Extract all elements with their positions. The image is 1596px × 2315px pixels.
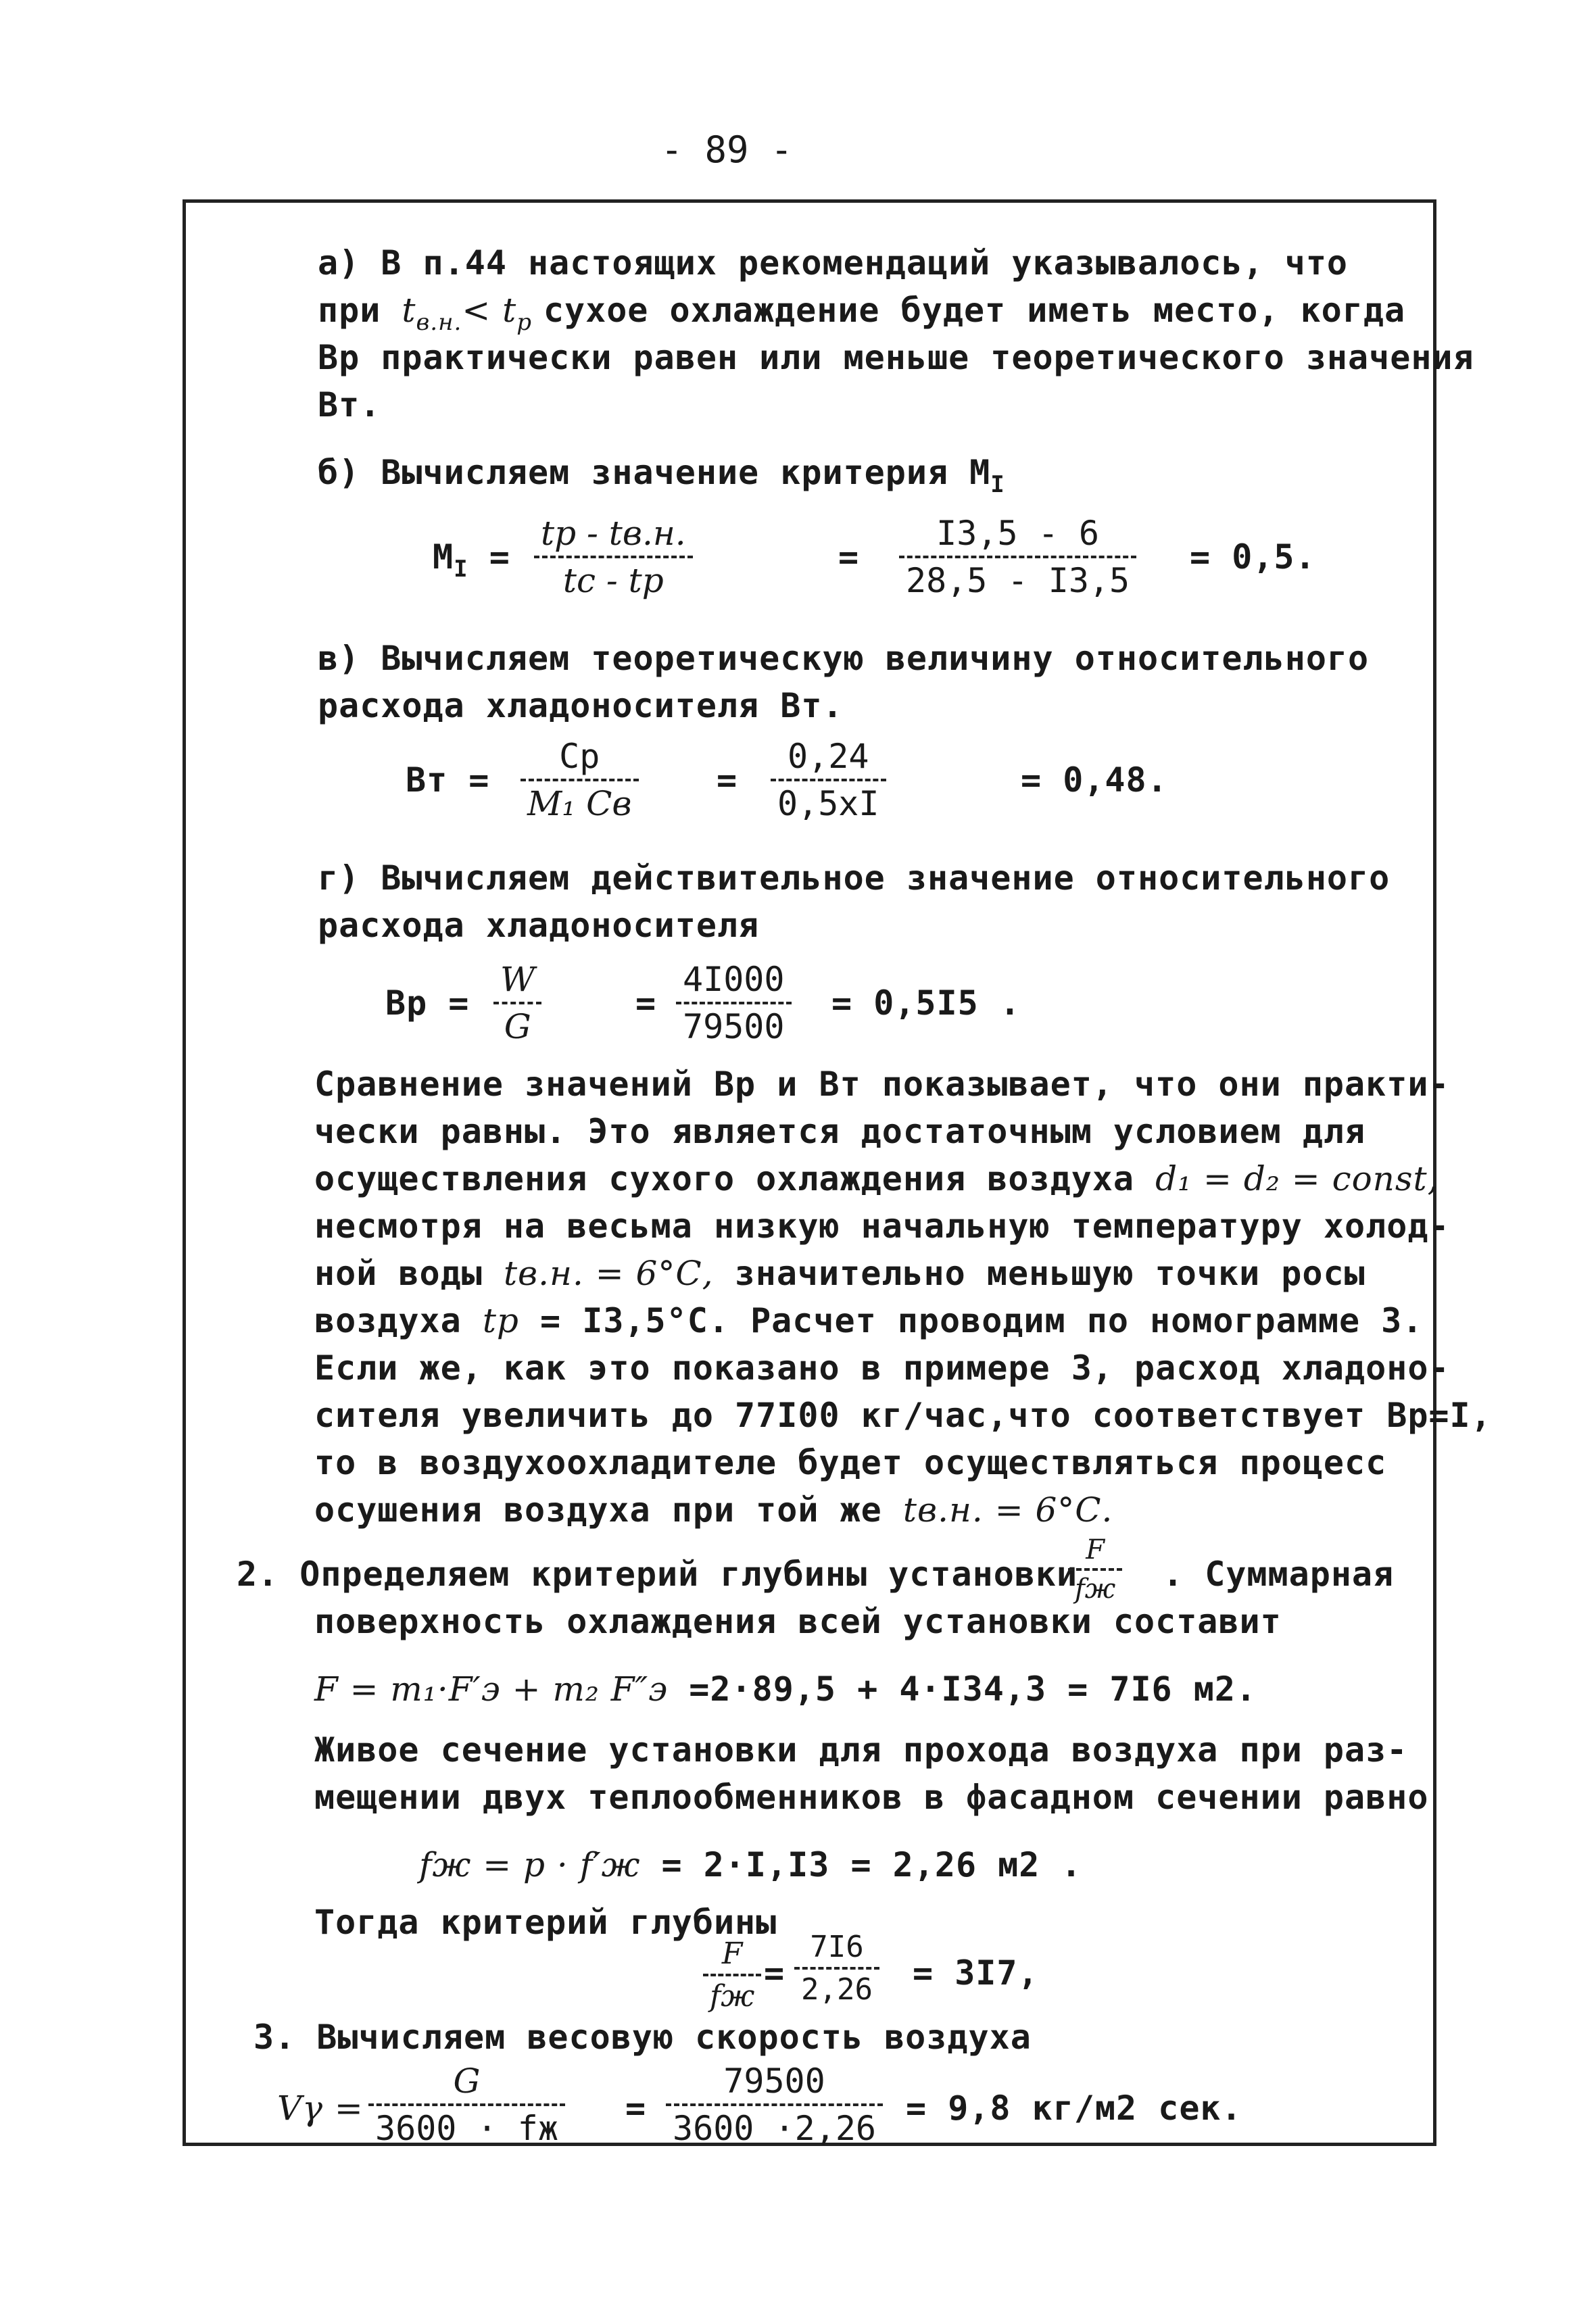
s3-result: = 9,8 кг/м2 сек.: [906, 2089, 1242, 2128]
b-fraction-1: tр - tв.н. tс - tр: [534, 514, 693, 600]
compare-line-10: осушения воздуха при той же tв.н. = 6°С.: [314, 1490, 1113, 1530]
s2-fraction-F-f: F fж: [1068, 1534, 1122, 1605]
s2-crit-eq: =: [764, 1953, 785, 1993]
s3-line-1: 3. Вычисляем весовую скорость воздуха: [253, 2018, 1032, 2057]
g-line-2: расхода хладоносителя: [318, 906, 760, 945]
a-line-3: Вр практически равен или меньше теоретического значения: [318, 338, 1474, 377]
compare-line-1: Сравнение значений Вр и Вт показывает, что они практи-: [314, 1065, 1450, 1104]
g-line-1: г) Вычисляем действительное значение относительного: [318, 858, 1391, 898]
b-eq-2: =: [838, 537, 860, 577]
compare-line-8: сителя увеличить до 77I00 кг/час,что соответствует Вр=I,: [314, 1396, 1492, 1435]
s3-lhs: Vγ =: [277, 2089, 364, 2128]
s2-crit-fraction-right: 7I6 2,26: [794, 1930, 879, 2007]
v-result: = 0,48.: [1021, 760, 1168, 800]
compare-line-7: Если же, как это показано в примере 3, расход хладоно-: [314, 1348, 1450, 1388]
compare-line-3: осуществления сухого охлаждения воздуха d₁ = d₂ = const,: [314, 1159, 1439, 1198]
s2-line-5: Тогда критерий глубины: [314, 1903, 777, 1942]
compare-line-6: воздуха tр = I3,5°С. Расчет проводим по номограмме 3.: [314, 1301, 1424, 1340]
g-eq-2: =: [635, 983, 657, 1023]
s2-line-1: 2. Определяем критерий глубины установки: [237, 1555, 1078, 1594]
a-line-1: а) В п.44 настоящих рекомендаций указывалось, что: [318, 243, 1349, 283]
v-line-1: в) Вычисляем теоретическую величину относительного: [318, 639, 1370, 678]
s2-line-4: мещении двух теплообменников в фасадном сечении равно: [314, 1778, 1429, 1817]
s3-fraction-1: G 3600 · fж: [368, 2062, 565, 2148]
b-fraction-2: I3,5 - 6 28,5 - I3,5: [899, 514, 1136, 600]
compare-line-9: то в воздухоохладителе будет осуществляться процесс: [314, 1443, 1387, 1482]
s2-f-formula: fж = p · f′ж = 2·I,I3 = 2,26 м2 .: [419, 1845, 1082, 1884]
compare-line-4: несмотря на весьма низкую начальную температуру холод-: [314, 1207, 1450, 1246]
g-fraction-1: W G: [493, 960, 541, 1046]
v-fraction-2: 0,24 0,5хI: [771, 737, 886, 823]
compare-line-2: чески равны. Это является достаточным условием для: [314, 1112, 1366, 1151]
s2-formula: F = m₁·F′э + m₂ F″э =2·89,5 + 4·I34,3 = 7I6 м2.: [314, 1670, 1257, 1709]
s2-line-2: поверхность охлаждения всей установки составит: [314, 1602, 1282, 1641]
b-lhs: $М_I$ =: [433, 537, 510, 583]
s2-crit-value: = 3I7,: [913, 1953, 1039, 1993]
page-number: - 89 -: [660, 128, 793, 171]
s3-eq-2: =: [625, 2089, 647, 2128]
s2-crit-fraction-left: F fж: [703, 1936, 761, 2014]
b-result: = 0,5.: [1190, 537, 1316, 577]
v-line-2: расхода хладоносителя Вт.: [318, 686, 844, 725]
g-fraction-2: 4I000 79500: [676, 960, 792, 1046]
a-line-2: при $t_{в.н.}< t_р$ сухое охлаждение будет иметь место, когда: [318, 291, 1406, 336]
a-line-4: Вт.: [318, 385, 381, 424]
b-line-1: б) Вычисляем значение критерия $М_I$: [318, 453, 1005, 498]
s2-line-1-post: . Суммарная: [1163, 1555, 1395, 1594]
v-eq-2: =: [717, 760, 738, 800]
g-lhs: Вр =: [385, 983, 470, 1023]
compare-line-5: ной воды tв.н. = 6°С, значительно меньшую точки росы: [314, 1254, 1365, 1293]
s3-fraction-2: 79500 3600 ·2,26: [666, 2062, 883, 2148]
g-result: = 0,5I5 .: [831, 983, 1021, 1023]
v-lhs: Вт =: [406, 760, 490, 800]
s2-line-3: Живое сечение установки для прохода воздуха при раз-: [314, 1730, 1408, 1770]
v-fraction-1: Ср М₁ Св: [521, 737, 639, 823]
